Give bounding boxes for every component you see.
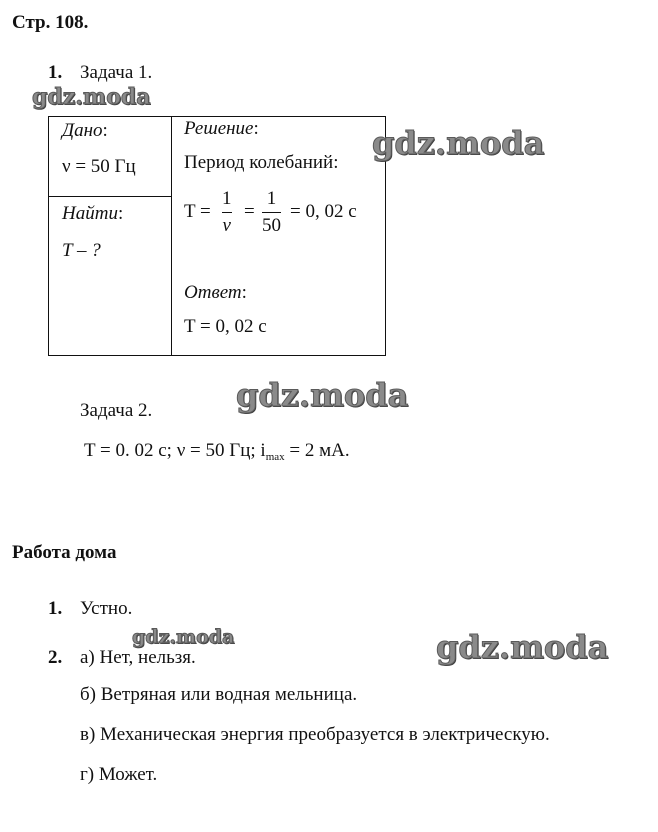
homework-item-text: а) Нет, нельзя. [80,647,196,668]
find-value: T – ? [62,240,101,261]
fraction-1-over-nu [222,188,232,237]
frac1-numerator: 1 [222,188,232,209]
task2-subscript: max [265,451,285,463]
fraction-bar [262,212,281,213]
given-value: ν = 50 Гц [62,156,136,177]
fraction-bar [222,212,232,213]
homework-item-number: 1. [48,598,63,619]
given-header-row [62,120,108,142]
answer-value: T = 0, 02 с [184,316,267,337]
watermark: gdz.moda [32,84,151,110]
frac2-denominator: 50 [262,215,281,236]
homework-item-number: 2. [48,647,63,668]
given-header: Дано [62,120,103,141]
homework-subitem: г) Может. [80,764,158,785]
item-number: 1. [48,62,63,83]
find-colon: : [117,203,124,224]
task1-label: Задача 1. [80,62,153,83]
homework-subitem: б) Ветряная или водная мельница. [80,684,358,705]
task2-formula-part2: = 2 мА. [284,440,350,461]
watermark: gdz.moda [132,626,235,648]
page-title: Стр. 108. [12,12,89,33]
homework-item-text: Устно. [80,598,133,619]
task2-label: Задача 2. [80,400,153,421]
watermark: gdz.moda [436,628,609,666]
answer-colon: : [241,282,247,303]
solution-header: Решение [184,118,254,139]
formula-equals: = [244,201,255,222]
table-divider-horizontal [48,196,171,197]
solution-colon: : [253,118,259,139]
answer-header-row [184,282,247,304]
section-heading: Работа дома [12,542,117,563]
frac1-denominator: ν [222,215,231,236]
watermark: gdz.moda [372,124,545,162]
fraction-1-over-50 [262,188,281,237]
given-colon: : [102,120,108,141]
answer-header: Ответ [184,282,242,303]
task2-formula-part1: T = 0. 02 с; ν = 50 Гц; i [84,440,266,461]
formula-lhs: T = [184,201,211,222]
find-header-row [62,203,123,225]
homework-subitem: в) Механическая энергия преобразуется в электрическую. [80,724,550,745]
solution-header-row [184,118,259,140]
watermark: gdz.moda [236,376,409,414]
task2-formula [84,440,350,463]
find-header: Найти [62,203,118,224]
solution-period-line: Период колебаний: [184,152,339,173]
formula-rhs: = 0, 02 с [290,201,357,222]
frac2-numerator: 1 [266,188,277,209]
table-divider-vertical [171,116,172,356]
